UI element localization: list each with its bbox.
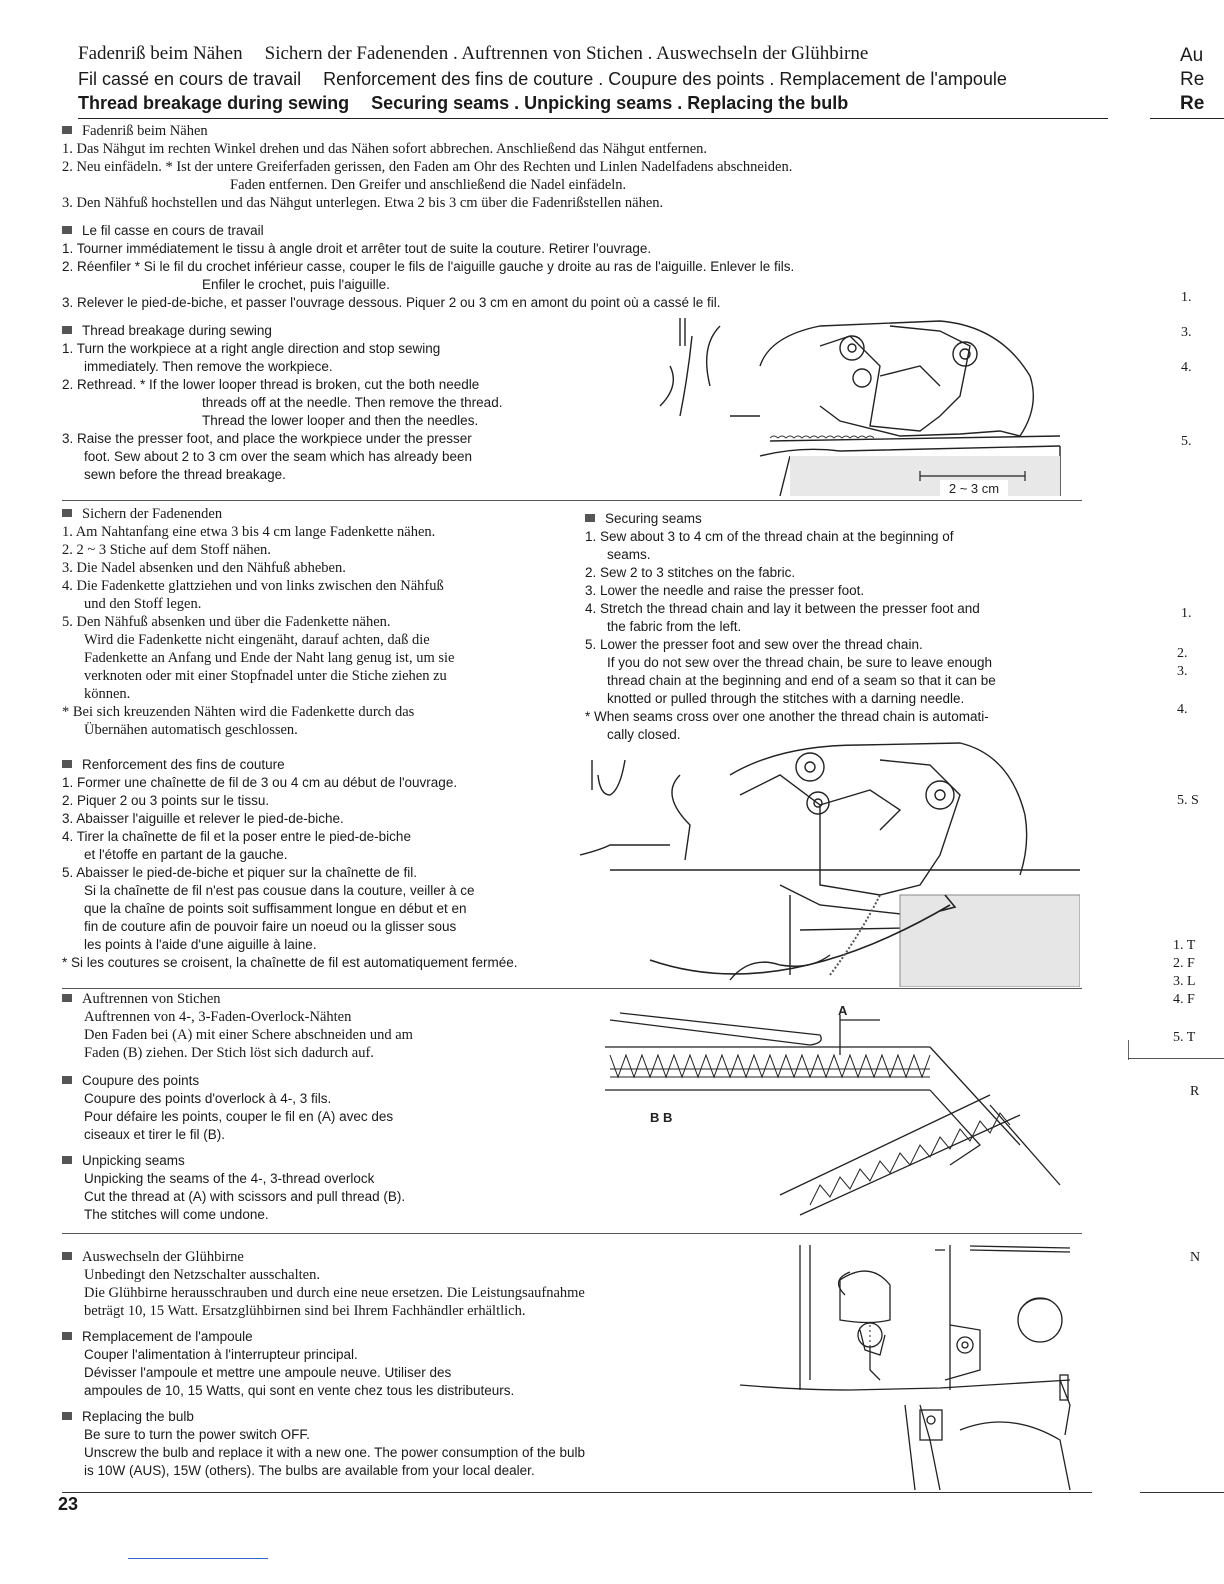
edge-text: 3. L bbox=[1173, 974, 1196, 989]
edge-footer-rule bbox=[1140, 1492, 1224, 1493]
sec4-de-title: Auswechseln der Glühbirne bbox=[82, 1249, 244, 1265]
sec1-de-line: 2. Neu einfädeln. * Ist der untere Greiferfaden gerissen, den Faden am Ohr des Rechten und Linlen Nadelfadens abschneiden. bbox=[62, 159, 793, 175]
sec4-en-title: Replacing the bulb bbox=[82, 1409, 194, 1424]
sec2-en-line: seams. bbox=[607, 547, 651, 562]
edge-text: 5. S bbox=[1177, 793, 1199, 808]
bullet-icon bbox=[62, 1156, 72, 1164]
edge-text: N bbox=[1190, 1250, 1201, 1265]
edge-text: 1. T bbox=[1173, 938, 1196, 953]
sec4-en-line: Be sure to turn the power switch OFF. bbox=[84, 1427, 310, 1442]
bullet-icon bbox=[62, 226, 72, 234]
edge-text: 5. T bbox=[1173, 1030, 1196, 1045]
sec2-fr-line: 3. Abaisser l'aiguille et relever le pied-de-biche. bbox=[62, 811, 344, 826]
edge-text: 4. F bbox=[1173, 992, 1195, 1007]
presser-foot-illustration-2 bbox=[580, 735, 1080, 987]
sec2-de-line: Wird die Fadenkette nicht eingenäht, darauf achten, daß die bbox=[84, 632, 430, 648]
sec1-en-line: Thread the lower looper and then the needles. bbox=[202, 413, 479, 428]
sec2-de-line: können. bbox=[84, 686, 131, 702]
sec2-en-line: thread chain at the beginning and end of a seam so that it can be bbox=[607, 673, 996, 688]
edge-rule bbox=[1128, 1058, 1224, 1059]
sec1-en-line: 2. Rethread. * If the lower looper thread is broken, cut the both needle bbox=[62, 377, 480, 392]
header-fr bbox=[78, 68, 1007, 91]
sec3-de-line: Den Faden bei (A) mit einer Schere abschneiden und am bbox=[84, 1027, 413, 1043]
sec3-en-line: Cut the thread at (A) with scissors and pull thread (B). bbox=[84, 1189, 406, 1204]
sec2-fr-line: 2. Piquer 2 ou 3 points sur le tissu. bbox=[62, 793, 270, 808]
sec1-rule bbox=[62, 500, 1082, 501]
edge-text: 4. bbox=[1181, 360, 1192, 375]
header-en bbox=[78, 92, 848, 115]
edge-text: 2. F bbox=[1173, 956, 1195, 971]
sec3-en-line: The stitches will come undone. bbox=[84, 1207, 269, 1222]
sec3-fr-title: Coupure des points bbox=[82, 1073, 200, 1088]
sec2-de-line: 3. Die Nadel absenken und den Nähfuß abheben. bbox=[62, 560, 346, 576]
sec1-de-line: 1. Das Nähgut im rechten Winkel drehen und das Nähen sofort abbrechen. Anschließend das Nähgut entfernen. bbox=[62, 141, 708, 157]
sec3-fr-line: Coupure des points d'overlock à 4-, 3 fils. bbox=[84, 1091, 332, 1106]
sec1-fr-line: 3. Relever le pied-de-biche, et passer l'ouvrage dessous. Piquer 2 ou 3 cm en amont du point où a cassé le fil. bbox=[62, 295, 721, 310]
sec2-fr-line: 1. Former une chaînette de fil de 3 ou 4 cm au début de l'ouvrage. bbox=[62, 775, 458, 790]
sec1-fr-title: Le fil casse en cours de travail bbox=[82, 223, 264, 238]
sec2-en-line: 5. Lower the presser foot and sew over the thread chain. bbox=[585, 637, 923, 652]
sec2-fr-line: que la chaîne de points soit suffisamment longue en début et en bbox=[84, 901, 467, 916]
header-de-subtitle: Sichern der Fadenenden . Auftrennen von Stichen . Auswechseln der Glühbirne bbox=[264, 43, 869, 64]
overlock-seam-illustration bbox=[600, 995, 1080, 1230]
sec3-en-title: Unpicking seams bbox=[82, 1153, 185, 1168]
sec2-de-line: verknoten oder mit einer Stopfnadel unter die Stiche ziehen zu bbox=[84, 668, 447, 684]
sec2-de-line: und den Stoff legen. bbox=[84, 596, 202, 612]
header-en-title: Thread breakage during sewing bbox=[78, 93, 350, 113]
edge-text: 3. bbox=[1177, 664, 1188, 679]
bullet-icon bbox=[62, 760, 72, 768]
sec1-fr bbox=[62, 222, 1112, 312]
sec3-fr bbox=[62, 1072, 582, 1144]
page-number: 23 bbox=[58, 1494, 79, 1514]
sec4-en bbox=[62, 1408, 782, 1480]
edge-header-line: Au bbox=[1180, 45, 1204, 66]
sec2-de-line: * Bei sich kreuzenden Nähten wird die Fadenkette durch das bbox=[62, 704, 415, 720]
edge-text: 4. bbox=[1177, 702, 1188, 717]
bullet-icon bbox=[585, 514, 595, 522]
bullet-icon bbox=[62, 1412, 72, 1420]
bullet-icon bbox=[62, 509, 72, 517]
sec2-en-line: cally closed. bbox=[607, 727, 681, 742]
edge-text: R bbox=[1190, 1084, 1200, 1099]
sec2-de-line: Fadenkette an Anfang und Ende der Naht lang genug ist, um sie bbox=[84, 650, 455, 666]
edge-text: 3. bbox=[1181, 325, 1192, 340]
sec2-de-line: 1. Am Nahtanfang eine etwa 3 bis 4 cm lange Fadenkette nähen. bbox=[62, 524, 436, 540]
header-de-title: Fadenriß beim Nähen bbox=[78, 43, 243, 64]
sec1-de-line: 3. Den Nähfuß hochstellen und das Nähgut unterlegen. Etwa 2 bis 3 cm über die Fadenrißstellen nähen. bbox=[62, 195, 664, 211]
sec2-de-line: 2. 2 ~ 3 Stiche auf dem Stoff nähen. bbox=[62, 542, 271, 558]
edge-text: 1. bbox=[1181, 606, 1192, 621]
sec4-de-line: Unbedingt den Netzschalter ausschalten. bbox=[84, 1267, 320, 1283]
sec2-en-line: 1. Sew about 3 to 4 cm of the thread chain at the beginning of bbox=[585, 529, 954, 544]
bullet-icon bbox=[62, 1076, 72, 1084]
sec1-fr-line: Enfiler le crochet, puis l'aiguille. bbox=[202, 277, 390, 292]
sec3-de-line: Auftrennen von 4-, 3-Faden-Overlock-Nähten bbox=[84, 1009, 352, 1025]
header-fr-subtitle: Renforcement des fins de couture . Coupure des points . Remplacement de l'ampoule bbox=[323, 69, 1007, 89]
header-fr-title: Fil cassé en cours de travail bbox=[78, 69, 302, 89]
sec2-en bbox=[585, 510, 1105, 744]
sec4-fr-title: Remplacement de l'ampoule bbox=[82, 1329, 253, 1344]
sec2-de bbox=[62, 505, 582, 739]
edge-text: 1. bbox=[1181, 290, 1192, 305]
sec1-en-line: sewn before the thread breakage. bbox=[84, 467, 286, 482]
sec1-en-line: 1. Turn the workpiece at a right angle direction and stop sewing bbox=[62, 341, 441, 356]
sec3-en bbox=[62, 1152, 582, 1224]
sec1-de-title: Fadenriß beim Nähen bbox=[82, 123, 208, 139]
sec2-en-line: If you do not sew over the thread chain, be sure to leave enough bbox=[607, 655, 993, 670]
header-rule bbox=[78, 118, 1108, 119]
sec4-fr-line: Couper l'alimentation à l'interrupteur principal. bbox=[84, 1347, 358, 1362]
sec2-fr-line: 5. Abaisser le pied-de-biche et piquer sur la chaînette de fil. bbox=[62, 865, 417, 880]
edge-header-line: Re bbox=[1180, 69, 1205, 90]
edge-text: 2. bbox=[1177, 646, 1188, 661]
header-de bbox=[78, 42, 868, 65]
bullet-icon bbox=[62, 1252, 72, 1260]
sec4-de-line: beträgt 10, 15 Watt. Ersatzglühbirnen sind bei Ihrem Fachhändler erhältlich. bbox=[84, 1303, 526, 1319]
sec4-en-line: is 10W (AUS), 15W (others). The bulbs are available from your local dealer. bbox=[84, 1463, 535, 1478]
bullet-icon bbox=[62, 994, 72, 1002]
sec2-fr-title: Renforcement des fins de couture bbox=[82, 757, 285, 772]
sec4-de bbox=[62, 1248, 782, 1320]
sec3-de-line: Faden (B) ziehen. Der Stich löst sich dadurch auf. bbox=[84, 1045, 374, 1061]
sec1-de bbox=[62, 122, 1112, 212]
sec2-en-title: Securing seams bbox=[605, 511, 702, 526]
edge-header-line: Re bbox=[1180, 93, 1205, 114]
edge-text: 5. bbox=[1181, 434, 1192, 449]
sec3-fr-line: Pour défaire les points, couper le fil en (A) avec des bbox=[84, 1109, 394, 1124]
sec2-fr-line: et l'étoffe en partant de la gauche. bbox=[84, 847, 288, 862]
sec3-de-title: Auftrennen von Stichen bbox=[82, 991, 221, 1007]
sec1-en-line: 3. Raise the presser foot, and place the workpiece under the presser bbox=[62, 431, 472, 446]
sec2-de-title: Sichern der Fadenenden bbox=[82, 506, 223, 522]
label-b: B B bbox=[650, 1110, 673, 1125]
sec2-en-line: * When seams cross over one another the thread chain is automati- bbox=[585, 709, 989, 724]
edge-header-rule bbox=[1150, 118, 1224, 119]
sec2-en-line: 3. Lower the needle and raise the presser foot. bbox=[585, 583, 865, 598]
sec1-de-line: Faden entfernen. Den Greifer und anschließend die Nadel einfädeln. bbox=[230, 177, 627, 193]
sec3-de bbox=[62, 990, 582, 1062]
sec4-fr-line: ampoules de 10, 15 Watts, qui sont en vente chez tous les distributeurs. bbox=[84, 1383, 515, 1398]
sec3-en-line: Unpicking the seams of the 4-, 3-thread overlock bbox=[84, 1171, 375, 1186]
footer-rule bbox=[62, 1492, 1092, 1493]
bulb-replacement-illustration bbox=[740, 1240, 1080, 1490]
sec2-fr-line: fin de couture afin de pouvoir faire un noeud ou la glisser sous bbox=[84, 919, 457, 934]
sec2-de-line: 5. Den Nähfuß absenken und über die Fadenkette nähen. bbox=[62, 614, 391, 630]
sec2-de-line: 4. Die Fadenkette glattziehen und von links zwischen den Nähfuß bbox=[62, 578, 444, 594]
sec2-fr-line: les points à l'aide d'une aiguille à laine. bbox=[84, 937, 317, 952]
edge-divider bbox=[1128, 1040, 1129, 1060]
edge-header bbox=[1180, 44, 1204, 116]
sec2-rule bbox=[62, 988, 1082, 989]
sec1-en-line: threads off at the needle. Then remove the thread. bbox=[202, 395, 503, 410]
sec1-en-line: immediately. Then remove the workpiece. bbox=[84, 359, 333, 374]
sec2-en-line: 2. Sew 2 to 3 stitches on the fabric. bbox=[585, 565, 796, 580]
sec2-en-line: the fabric from the left. bbox=[607, 619, 742, 634]
sec2-fr-line: 4. Tirer la chaînette de fil et la poser entre le pied-de-biche bbox=[62, 829, 411, 844]
sec2-de-line: Übernähen automatisch geschlossen. bbox=[84, 722, 298, 738]
presser-foot-illustration-1 bbox=[640, 306, 1080, 500]
sec1-en-line: foot. Sew about 2 to 3 cm over the seam which has already been bbox=[84, 449, 472, 464]
sec1-fr-line: 1. Tourner immédiatement le tissu à angle droit et arrêter tout de suite la couture. Retirer l'ouvrage. bbox=[62, 241, 652, 256]
header-en-subtitle: Securing seams . Unpicking seams . Replacing the bulb bbox=[371, 93, 849, 113]
bullet-icon bbox=[62, 326, 72, 334]
sec4-en-line: Unscrew the bulb and replace it with a new one. The power consumption of the bulb bbox=[84, 1445, 586, 1460]
sec1-en bbox=[62, 322, 622, 484]
sec4-fr-line: Dévisser l'ampoule et mettre une ampoule neuve. Utiliser des bbox=[84, 1365, 452, 1380]
label-a: A bbox=[838, 1003, 848, 1018]
sec2-en-line: knotted or pulled through the stitches with a darning needle. bbox=[607, 691, 965, 706]
sec3-fr-line: ciseaux et tirer le fil (B). bbox=[84, 1127, 226, 1142]
measurement-label: 2 ~ 3 cm bbox=[948, 481, 1000, 496]
sec4-fr bbox=[62, 1328, 782, 1400]
sec2-fr-line: * Si les coutures se croisent, la chaînette de fil est automatiquement fermée. bbox=[62, 955, 518, 970]
sec1-fr-line: 2. Réenfiler * Si le fil du crochet inférieur casse, couper le fils de l'aiguille gauche y droite au ras de l'aiguille. Enlever le fils. bbox=[62, 259, 795, 274]
sec1-en-title: Thread breakage during sewing bbox=[82, 323, 272, 338]
sec4-de-line: Die Glühbirne herausschrauben und durch eine neue ersetzen. Die Leistungsaufnahme bbox=[84, 1285, 585, 1301]
sec2-en-line: 4. Stretch the thread chain and lay it between the presser foot and bbox=[585, 601, 980, 616]
bullet-icon bbox=[62, 126, 72, 134]
bullet-icon bbox=[62, 1332, 72, 1340]
sec2-fr-line: Si la chaînette de fil n'est pas cousue dans la couture, veiller à ce bbox=[84, 883, 475, 898]
blue-underline-mark bbox=[128, 1558, 268, 1559]
sec3-rule bbox=[62, 1233, 1082, 1234]
